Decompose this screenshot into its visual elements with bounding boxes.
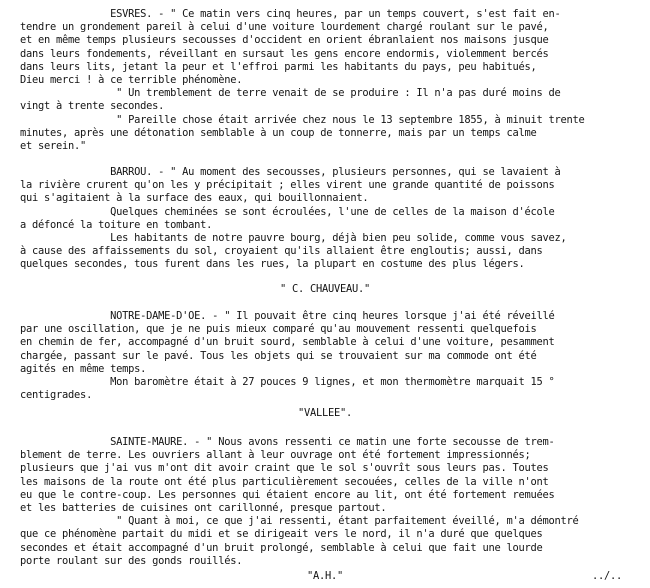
signature-vallee: "VALLEE". bbox=[297, 407, 353, 419]
text-line: dans leurs fondements, réveillant en sursaut les gens encore endormis, violemment bercés bbox=[20, 47, 549, 60]
text-line: la rivière crurent qu'on les y précipitait ; elles virent une grande quantité de poissons bbox=[20, 179, 555, 192]
text-line: chargée, passant sur le pavé. Tous les objets qui se trouvaient sur ma commode ont été bbox=[20, 349, 537, 362]
text-line: par une oscillation, que je ne puis mieux comparé qu'au mouvement ressenti quelquefois bbox=[20, 323, 537, 336]
text-line: Les habitants de notre pauvre bourg, déjà bien peu solide, comme vous savez, bbox=[20, 232, 567, 245]
text-line: Quelques cheminées se sont écroulées, l'une de celles de la maison d'école bbox=[20, 205, 555, 218]
text-line: Mon baromètre était à 27 pouces 9 lignes, et mon thermomètre marquait 15 ° bbox=[20, 376, 555, 389]
text-line: NOTRE-DAME-D'OE. - " Il pouvait être cinq heures lorsque j'ai été réveillé bbox=[20, 310, 555, 322]
text-line: plusieurs que j'ai vus m'ont dit avoir craint que le sol s'ouvrît sous leurs pas. Toutes bbox=[20, 462, 549, 475]
text-line: à cause des affaissements du sol, croyaient qu'ils allaient être engloutis; aussi, dans bbox=[20, 245, 543, 258]
text-line: minutes, après une détonation semblable à un coup de tonnerre, mais par un temps calme bbox=[20, 126, 537, 139]
paragraph-esvres bbox=[20, 8, 632, 153]
text-line: agités en même temps. bbox=[20, 362, 147, 375]
text-line: tendre un grondement pareil à celui d'une voiture lourdement chargé roulant sur le pavé, bbox=[20, 21, 549, 34]
text-line: et serein." bbox=[20, 140, 87, 153]
text-line: ESVRES. - " Ce matin vers cinq heures, par un temps couvert, s'est fait en- bbox=[20, 8, 561, 20]
text-line: " Quant à moi, ce que j'ai ressenti, étant parfaitement éveillé, m'a démontré bbox=[20, 515, 579, 528]
paragraph-notre-dame-d-oe bbox=[20, 310, 632, 402]
text-line: porte roulant sur des gonds rouillés. bbox=[20, 554, 243, 567]
text-line: vingt à trente secondes. bbox=[20, 100, 165, 113]
paragraph-barrou bbox=[20, 166, 632, 272]
text-line: blement de terre. Les ouvriers allant à leur ouvrage ont été fortement impressionnés; bbox=[20, 449, 531, 462]
text-line: " Pareille chose était arrivée chez nous le 13 septembre 1855, à minuit trente bbox=[20, 113, 585, 126]
text-line: et en même temps plusieurs secousses d'occident en orient ébranlaient nos maisons jusque bbox=[20, 34, 549, 47]
text-line: eu que le contre-coup. Les personnes qui étaient encore au lit, ont été fortement remuées bbox=[20, 488, 555, 501]
text-line: BARROU. - " Au moment des secousses, plusieurs personnes, qui se lavaient à bbox=[20, 166, 561, 178]
text-line: " Un tremblement de terre venait de se produire : Il n'a pas duré moins de bbox=[20, 87, 561, 100]
text-line: quelques secondes, tous furent dans les rues, la plupart en costume des plus légers. bbox=[20, 258, 525, 271]
text-line: les maisons de la route ont été plus particulièrement secouées, celles de la ville n'ont bbox=[20, 475, 549, 488]
text-line: centigrades. bbox=[20, 389, 93, 402]
text-line: secondes et était accompagné d'un bruit prolongé, semblable à celui que fait une lourde bbox=[20, 541, 543, 554]
signature-ah: "A.H." bbox=[306, 570, 344, 582]
text-line: Dieu merci ! à ce terrible phénomène. bbox=[20, 74, 243, 87]
text-line: SAINTE-MAURE. - " Nous avons ressenti ce matin une forte secousse de trem- bbox=[20, 436, 555, 448]
paragraph-sainte-maure bbox=[20, 436, 632, 568]
text-line: a défoncé la toiture en tombant. bbox=[20, 218, 213, 231]
text-line: qui s'agitaient à la surface des eaux, qui bouillonnaient. bbox=[20, 192, 369, 205]
signature-chauveau: " C. CHAUVEAU." bbox=[279, 283, 371, 295]
text-line: que ce phénomène partait du midi et se dirigeait vers le nord, il n'a duré que quelques bbox=[20, 528, 543, 541]
text-line: en chemin de fer, accompagné d'un bruit sourd, semblable à celui d'une voiture, pesamment bbox=[20, 336, 555, 349]
continuation-mark: ../.. bbox=[592, 570, 623, 582]
text-line: dans leurs lits, jetant la peur et l'effroi parmi les habitants du pays, peu habitués, bbox=[20, 60, 537, 73]
text-line: et les batteries de cuisines ont carillonné, presque partout. bbox=[20, 502, 387, 515]
